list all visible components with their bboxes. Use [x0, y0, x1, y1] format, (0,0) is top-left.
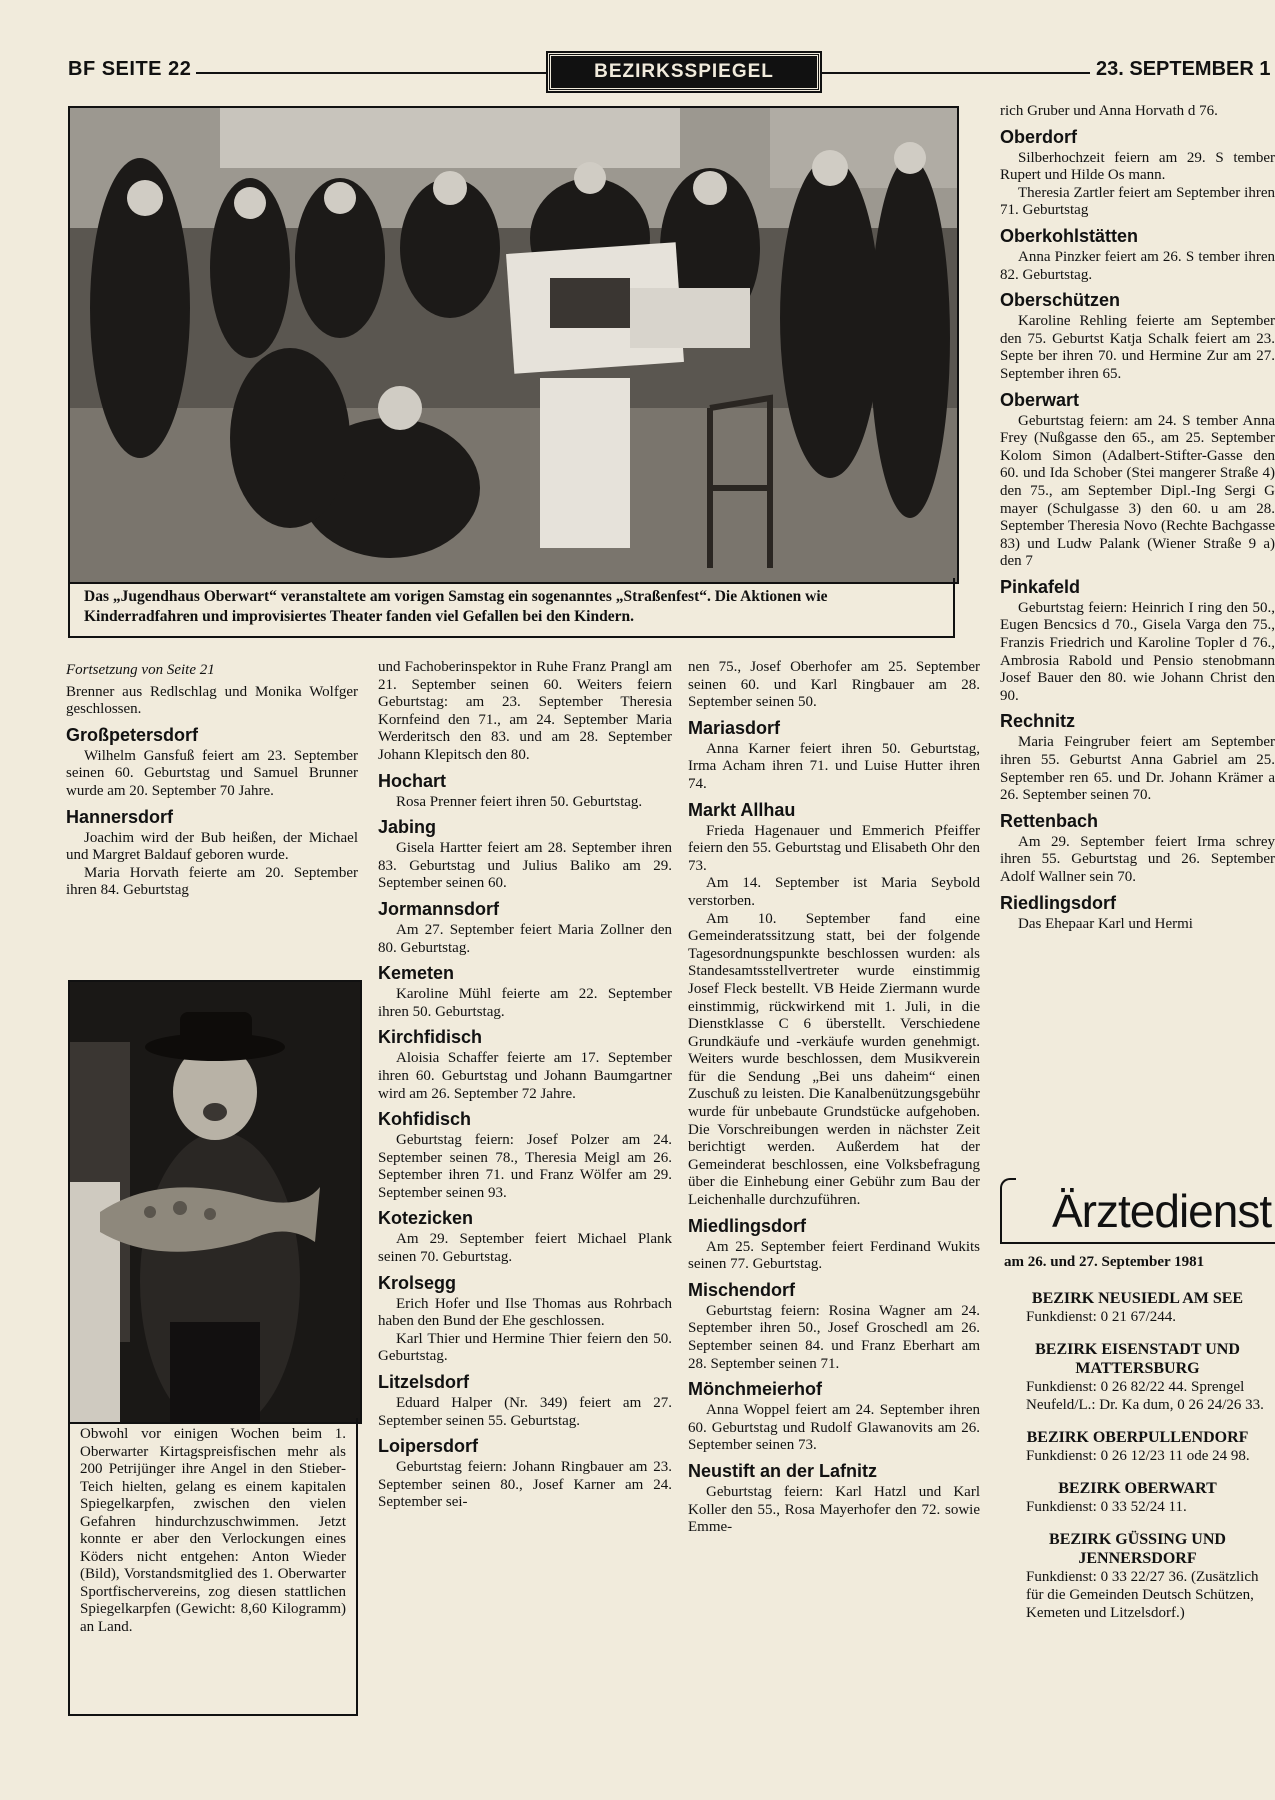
town-heading-rettenbach: Rettenbach: [1000, 810, 1099, 831]
district-name: BEZIRK NEUSIEDL AM SEE: [1031, 1290, 1244, 1307]
paragraph: Anna Pinzker feiert am 26. S tember ihren 82. Geburtstag.: [1000, 248, 1275, 283]
paragraph: Karl Thier und Hermine Thier feiern den 50. Geburtstag.: [378, 1330, 672, 1365]
town-heading-kirchfidisch: Kirchfidisch: [378, 1027, 483, 1048]
paragraph: Geburtstag feiern: Karl Hatzl und Karl Koller den 55., Rosa Mayerhofer den 72. sowie Emme-: [688, 1483, 980, 1536]
town-heading-jormannsdorf: Jormannsdorf: [378, 898, 500, 919]
paragraph: Am 29. September feiert Irma schrey ihren 55. Geburtstag und 26. September Adolf Wallner sein 70.: [1000, 833, 1275, 885]
paragraph: Eduard Halper (Nr. 349) feiert am 27. September seinen 55. Geburtstag.: [378, 1395, 672, 1429]
paragraph: Theresia Zartler feiert am September ihren 71. Geburtstag: [1000, 184, 1275, 219]
paragraph: Geburtstag feiern: Johann Ringbauer am 23. September seinen 80., Josef Karner am 24. September sei-: [378, 1459, 672, 1511]
town-heading-oberkohlstaetten: Oberkohlstätten: [1000, 225, 1139, 246]
doctor-service-date: am 26. und 27. September 1981: [1004, 1254, 1205, 1270]
town-heading-oberdorf: Oberdorf: [1000, 126, 1078, 147]
town-heading-miedlingsdorf: Miedlingsdorf: [688, 1215, 806, 1236]
paragraph: Geburtstag feiern: Josef Polzer am 24. September seinen 78., Theresia Meigl am 26. September ihren 71. und Franz Wölfer am 29. September seinen 93.: [378, 1132, 672, 1201]
town-heading-oberwart: Oberwart: [1000, 389, 1080, 410]
district-entry: [1000, 1428, 1275, 1465]
town-heading-krolsegg: Krolsegg: [378, 1272, 457, 1293]
continuation-note: Fortsetzung von Seite 21: [66, 662, 215, 678]
issue-date: 23. SEPTEMBER 1: [1090, 58, 1275, 81]
column-c: [688, 659, 980, 1537]
district-entry: [1000, 1289, 1275, 1326]
paragraph: Gisela Hartter feiert am 28. September ihren 83. Geburtstag und Julius Baliko am 29. September seinen 60.: [378, 840, 672, 892]
doctor-service-title-block: [1000, 1178, 1275, 1250]
section-title-box: [548, 53, 820, 91]
district-entry: [1000, 1340, 1275, 1414]
paragraph: Silberhochzeit feiern am 29. S tember Rupert und Hilde Os mann.: [1000, 149, 1275, 184]
paragraph: Karoline Rehling feierte am September den 75. Geburtst Katja Schalk feiert am 23. Septe ber ihren 70. und Hermine Zur am 27. September ihren 65.: [1000, 313, 1275, 382]
district-entry: [1000, 1530, 1275, 1622]
district-entry: [1000, 1479, 1275, 1516]
town-heading-hannersdorf: Hannersdorf: [66, 806, 174, 827]
town-heading-riedlingsdorf: Riedlingsdorf: [1000, 892, 1116, 913]
paragraph: und Fachoberinspektor in Ruhe Franz Prangl am 21. September seinen 60. Weiters feiern Geburtstag: am 23. September Theresia Kornfeind den 71., am 24. September Maria Werderitsch den 83. und am 28. September Johann Klepitsch den 80.: [378, 659, 672, 763]
carp-angler-caption: Obwohl vor einigen Wochen beim 1. Oberwarter Kirtagspreisfischen mehr als 200 Petrijünger ihre Angel in den Stieber-Teich hielten, gelang es einem kapitalen Spiegelkarpfen, zwischen den vielen Gefahren hindurchzuschwimmen. Jetzt konnte er aber den Verlockungen eines Köders nicht entgehen: Anton Wieder (Bild), Vorstandsmitglied des 1. Oberwarter Sportfischervereins, zog diesen stattlichen Spiegelkarpfen (Gewicht: 8,60 Kilogramm) an Land.: [68, 1418, 358, 1716]
town-heading-litzelsdorf: Litzelsdorf: [378, 1372, 470, 1393]
town-heading-pinkafeld: Pinkafeld: [1000, 576, 1081, 597]
paragraph: Geburtstag feiern: Heinrich I ring den 50., Eugen Bencsics d 70., Gisela Varga den 75., Franzis Friedrich und Karoline Topler d 76., Ambrosia Rabold und Pensio stenobmann Josef Bauer den 80. wie Johann Christ den 90.: [1000, 599, 1275, 704]
paragraph: Rosa Prenner feiert ihren 50. Geburtstag.: [396, 793, 643, 810]
doctor-service-title: Ärztedienst: [1052, 1185, 1272, 1237]
town-heading-moenchmeierhof: Mönchmeierhof: [688, 1379, 823, 1400]
town-heading-oberschuetzen: Oberschützen: [1000, 290, 1121, 311]
paragraph: Brenner aus Redlschlag und Monika Wolfger geschlossen.: [66, 683, 358, 718]
column-a: [66, 662, 358, 900]
town-heading-neustift: Neustift an der Lafnitz: [688, 1460, 878, 1481]
town-heading-mariasdorf: Mariasdorf: [688, 717, 781, 738]
paragraph: Am 29. September feiert Michael Plank seinen 70. Geburtstag.: [378, 1231, 672, 1266]
district-name: BEZIRK OBERPULLENDORF: [1026, 1429, 1249, 1446]
paragraph: Erich Hofer und Ilse Thomas aus Rohrbach haben den Bund der Ehe geschlossen.: [378, 1295, 672, 1330]
paragraph: Am 27. September feiert Maria Zollner den 80. Geburtstag.: [378, 921, 672, 956]
district-name: BEZIRK OBERWART: [1058, 1480, 1217, 1497]
paragraph: Maria Feingruber feiert am September ihren 55. Geburtst Anna Gabriel am 25. September ren 65. und Dr. Johann Krämer a 26. September seinen 70.: [1000, 734, 1275, 804]
section-title: BEZIRKSSPIEGEL: [594, 61, 774, 82]
district-name: BEZIRK GÜSSING UND JENNERSDORF: [1049, 1531, 1226, 1567]
paragraph: Joachim wird der Bub heißen, der Michael und Margret Baldauf geboren wurde.: [66, 829, 358, 864]
paragraph: Am 25. September feiert Ferdinand Wukits seinen 77. Geburtstag.: [688, 1238, 980, 1273]
street-festival-caption: Das „Jugendhaus Oberwart“ veranstaltete am vorigen Samstag ein sogenanntes „Straßenfest“. Die Aktionen wie Kinderradfahren und improvisiertes Theater fanden viel Gefallen bei den Kindern.: [68, 578, 955, 638]
town-heading-mischendorf: Mischendorf: [688, 1279, 796, 1300]
title-bracket: [1000, 1178, 1016, 1244]
district-detail: Funkdienst: 0 26 82/22 44. Sprengel Neufeld/L.: Dr. Ka dum, 0 26 24/26 33.: [1026, 1379, 1264, 1413]
town-heading-rechnitz: Rechnitz: [1000, 711, 1076, 732]
town-heading-kohfidisch: Kohfidisch: [378, 1109, 471, 1130]
town-heading-loipersdorf: Loipersdorf: [378, 1436, 479, 1457]
district-detail: Funkdienst: 0 33 52/24 11.: [1026, 1499, 1187, 1515]
town-heading-kemeten: Kemeten: [378, 963, 455, 984]
paragraph: Aloisia Schaffer feierte am 17. September ihren 60. Geburtstag und Johann Baumgartner wird am 26. September 72 Jahre.: [378, 1050, 672, 1102]
town-heading-hochart: Hochart: [378, 770, 447, 791]
paragraph: nen 75., Josef Oberhofer am 25. September seinen 60. und Karl Ringbauer am 28. September seinen 50.: [688, 659, 980, 711]
street-festival-photo: [68, 106, 959, 584]
paragraph: Karoline Mühl feierte am 22. September ihren 50. Geburtstag.: [378, 986, 672, 1020]
carp-angler-photo: [68, 980, 362, 1424]
paragraph: Geburtstag feiern: Rosina Wagner am 24. September ihren 50., Josef Groschedl am 26. September seinen 84. und Franz Eberhart am 28. September seinen 71.: [688, 1302, 980, 1372]
district-detail: Funkdienst: 0 26 12/23 11 ode 24 98.: [1026, 1448, 1250, 1464]
town-heading-grosspetersdorf: Großpetersdorf: [66, 724, 199, 745]
title-underline: [1000, 1242, 1275, 1244]
paragraph: Am 10. September fand eine Gemeinderatssitzung statt, bei der folgende Tagesordnungspunkte beschlossen wurden: als Standesamtsstellvertreter wurde einstimmig Josef Fleck bestellt. VB Heide Ziermann wurde einstimmig, rückwirkend mit 1. Juli, in die Dienstklasse C 6 überstellt. Verschiedene Grundkäufe und -verkäufe wurden genehmigt. Weiters wurde beschlossen, dem Musikverein für die Sendung „Bei uns daheim“ einen Zuschuß zu leisten. Die Kanalbenützungsgebühr wurde für unbebaute Grundstücke aufgehoben. Die Vorschreibungen werden in nächster Zeit berichtigt werden. Außerdem hat der Gemeinderat beschlossen, eine Volksbefragung über die Einhebung einer Gebühr zum Bau der Leichenhalle durchzuführen.: [688, 910, 980, 1209]
column-b: [378, 659, 672, 1512]
paragraph: Anna Karner feiert ihren 50. Geburtstag, Irma Acham ihren 71. und Luise Hutter ihren 74.: [688, 740, 980, 792]
paragraph: Das Ehepaar Karl und Hermi: [1018, 915, 1193, 932]
town-heading-kotezicken: Kotezicken: [378, 1208, 474, 1229]
paragraph: Geburtstag feiern: am 24. S tember Anna Frey (Nußgasse den 65., am 25. September Kolom Simon (Adalbert-Stifter-Gasse den 60. und Ida Schober (Stei mangerer Straße 4) den 75., am September Dipl.-Ing Sergi G mayer (Schulgasse 3) den 60. u am 28. September Theresia Novo (Rechte Bachgasse 83) und Ludw Palank (Wiener Straße 9 a) den 7: [1000, 412, 1275, 570]
town-heading-jabing: Jabing: [378, 817, 437, 838]
paragraph: Anna Woppel feiert am 24. September ihren 60. Geburtstag und Rudolf Glawanovits am 26. September seinen 73.: [688, 1402, 980, 1454]
town-heading-markt-allhau: Markt Allhau: [688, 799, 796, 820]
district-name: BEZIRK EISENSTADT UND MATTERSBURG: [1035, 1341, 1240, 1377]
paragraph: rich Gruber und Anna Horvath d 76.: [1000, 103, 1218, 119]
column-d: [1000, 103, 1275, 933]
paragraph: Wilhelm Gansfuß feiert am 23. September seinen 60. Geburtstag und Samuel Brunner wurde am 20. September 70 Jahre.: [66, 747, 358, 799]
paragraph: Frieda Hagenauer und Emmerich Pfeiffer feiern den 55. Geburtstag und Elisabeth Ohr den 73.: [688, 822, 980, 874]
paragraph: Maria Horvath feierte am 20. September ihren 84. Geburtstag: [66, 864, 358, 899]
paragraph: Am 14. September ist Maria Seybold verstorben.: [688, 875, 980, 909]
page-number: BF SEITE 22: [68, 58, 192, 80]
district-detail: Funkdienst: 0 33 22/27 36. (Zusätzlich für die Gemeinden Deutsch Schützen, Kemeten und Litzelsdorf.): [1026, 1569, 1259, 1621]
district-detail: Funkdienst: 0 21 67/244.: [1026, 1309, 1177, 1325]
doctor-service-box: [1000, 1178, 1275, 1636]
